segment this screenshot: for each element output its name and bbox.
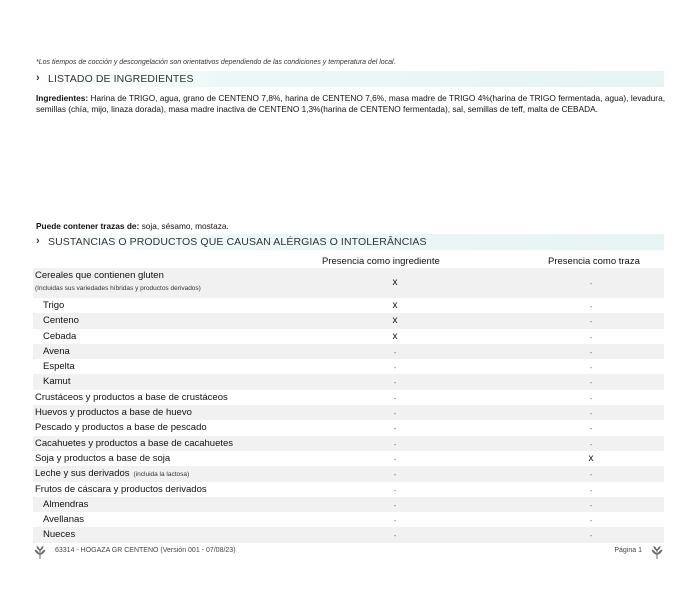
trace-presence-value: - (589, 516, 593, 526)
wheat-icon (650, 543, 664, 559)
footer-product-code: 63314 - HOGAZA GR CENTENO (Versión 001 - 07/08/23) (55, 547, 236, 554)
ingredient-presence-value: - (393, 439, 397, 449)
allergen-row (33, 512, 664, 527)
allergen-label: Cacahuetes y productos a base de cacahuetes (35, 437, 234, 449)
ingredient-presence-value: - (393, 378, 397, 388)
allergen-row (33, 329, 664, 344)
footer-page-number: Página 1 (614, 547, 642, 554)
allergen-name (35, 270, 201, 292)
allergen-row (33, 344, 664, 359)
chevron-right-icon: › (36, 235, 40, 247)
allergen-row (33, 497, 664, 512)
trace-presence-value: - (589, 531, 593, 541)
trace-presence-value: - (589, 378, 593, 388)
allergen-label: Avellanas (43, 514, 85, 526)
allergen-name (35, 453, 170, 464)
allergen-row (33, 420, 664, 435)
ingredients-text (36, 93, 665, 115)
allergens-section-header (33, 234, 664, 250)
cooking-note: *Los tiempos de cocción y descongelación son orientativos dependiendo de las condiciones y temperatura del local. (36, 59, 396, 66)
ingredient-presence-value: - (393, 363, 397, 373)
allergen-row (33, 359, 664, 374)
ingredients-section-header (33, 71, 664, 87)
allergen-label: Huevos y productos a base de huevo (35, 407, 192, 419)
allergen-name (43, 529, 75, 540)
allergen-row (33, 313, 664, 328)
allergen-label: Soja y productos a base de soja (35, 452, 171, 464)
allergen-name (43, 315, 79, 326)
trace-presence-value: - (589, 393, 593, 403)
ingredients-section-title: LISTADO DE INGREDIENTES (48, 73, 194, 85)
column-header-trace: Presencia como traza (548, 256, 640, 267)
ingredient-presence-value: - (393, 409, 397, 419)
allergen-label: Frutos de cáscara y productos derivados (35, 483, 207, 495)
trace-presence-value: - (589, 500, 593, 510)
ingredient-presence-value: x (392, 300, 398, 311)
allergen-label: Almendras (43, 498, 89, 510)
page-footer (33, 543, 664, 559)
ingredient-presence-value: - (393, 470, 397, 480)
allergen-name (35, 438, 233, 449)
allergen-name (35, 422, 207, 433)
allergen-row (33, 374, 664, 389)
traces-text (36, 221, 229, 231)
trace-presence-value: - (589, 347, 593, 357)
trace-presence-value: - (589, 332, 593, 342)
traces-label: Puede contener trazas de: (36, 221, 140, 231)
trace-presence-value: - (589, 279, 593, 288)
allergen-subnote: (Incluidas sus variedades híbridas y productos derivados) (35, 285, 201, 292)
ingredients-label: Ingredientes: (36, 93, 89, 103)
trace-presence-value: - (589, 302, 593, 311)
wheat-icon (33, 543, 47, 559)
allergen-label: Avena (43, 345, 70, 357)
ingredient-presence-value: - (393, 531, 397, 541)
ingredient-presence-value: - (393, 485, 397, 495)
allergen-row (33, 451, 664, 466)
allergen-row (33, 298, 664, 313)
allergen-subnote: (incluida la lactosa) (133, 471, 190, 479)
trace-presence-value: - (589, 485, 593, 495)
chevron-right-icon: › (36, 72, 40, 84)
allergen-name (35, 468, 189, 479)
allergen-name (35, 392, 228, 403)
ingredient-presence-value: - (393, 516, 397, 526)
trace-presence-value: - (589, 317, 593, 327)
trace-presence-value: - (589, 470, 593, 480)
trace-presence-value: - (589, 409, 593, 419)
allergen-label: Espelta (43, 361, 75, 373)
allergen-label: Leche y sus derivados (35, 468, 130, 480)
ingredient-presence-value: x (392, 277, 398, 288)
trace-presence-value: - (589, 424, 593, 434)
ingredient-presence-value: - (393, 454, 397, 464)
allergen-name (43, 514, 84, 525)
allergen-label: Cebada (43, 330, 77, 342)
traces-list: soja, sésamo, mostaza. (139, 221, 229, 231)
allergen-name (43, 361, 75, 372)
ingredient-presence-value: x (392, 330, 398, 342)
allergen-label: Trigo (43, 300, 65, 311)
allergen-row (33, 405, 664, 420)
ingredient-presence-value: - (393, 347, 397, 357)
ingredient-presence-value: - (393, 500, 397, 510)
trace-presence-value: x (588, 452, 594, 464)
allergen-name (43, 346, 70, 357)
column-header-ingredient: Presencia como ingrediente (322, 256, 440, 267)
allergen-label: Nueces (43, 529, 76, 541)
allergen-row (33, 527, 664, 542)
ingredient-presence-value: x (392, 315, 398, 327)
trace-presence-value: - (589, 439, 593, 449)
allergen-name (35, 484, 207, 495)
allergen-name (43, 300, 64, 311)
allergen-label: Cereales que contienen gluten (35, 270, 164, 281)
allergen-name (43, 376, 70, 387)
allergens-section-title: SUSTANCIAS O PRODUCTOS QUE CAUSAN ALÉRGIAS O INTOLERÂNCIAS (48, 236, 427, 248)
ingredient-presence-value: - (393, 393, 397, 403)
trace-presence-value: - (589, 363, 593, 373)
ingredient-presence-value: - (393, 424, 397, 434)
allergen-row (33, 482, 664, 497)
ingredients-list: Harina de TRIGO, agua, grano de CENTENO 7,8%, harina de CENTENO 7,6%, masa madre de TRIGO 4%(harina de TRIGO fermentada, agua), levadura, semillas (chía, mijo, linaza dorada), masa madre inactiva de CENTENO 1,3%(harina de CENTENO fermentada), sal, semillas de teff, malta de CEBADA. (36, 93, 665, 114)
allergen-row (33, 390, 664, 405)
allergen-row (33, 268, 664, 298)
allergen-label: Kamut (43, 376, 71, 388)
allergen-name (43, 499, 88, 510)
allergen-table (33, 268, 664, 543)
allergen-row (33, 436, 664, 451)
allergen-label: Crustáceos y productos a base de crustáceos (35, 391, 228, 403)
allergen-name (43, 331, 76, 342)
allergen-label: Pescado y productos a base de pescado (35, 422, 207, 434)
allergen-name (35, 407, 192, 418)
allergen-row (33, 466, 664, 481)
allergen-label: Centeno (43, 315, 79, 327)
